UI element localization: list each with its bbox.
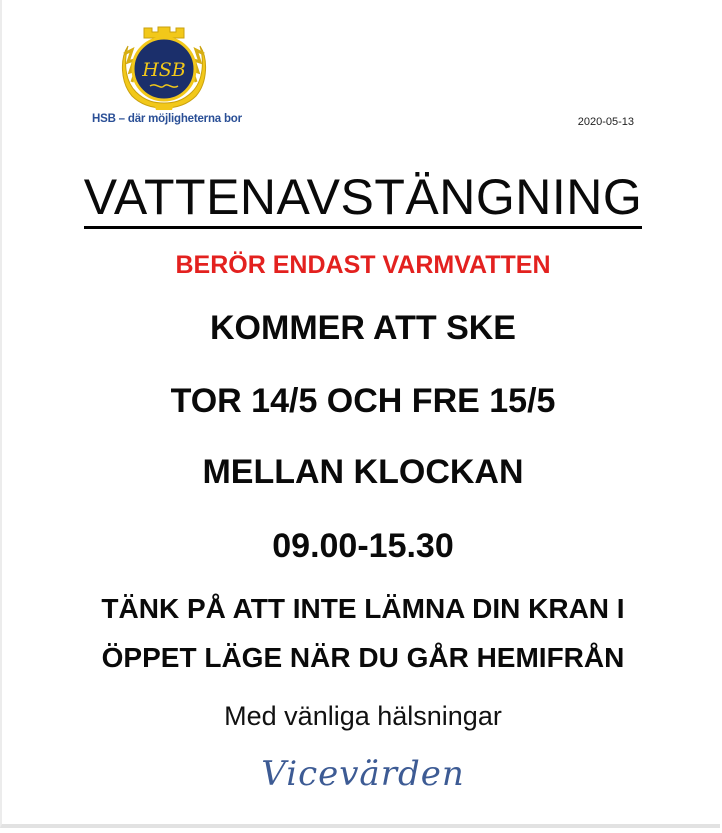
hsb-tagline: HSB – där möjligheterna bor (92, 113, 242, 125)
schedule-time: 09.00-15.30 (272, 527, 454, 565)
schedule-line: MELLAN KLOCKAN (202, 453, 524, 491)
svg-text:HSB: HSB (142, 59, 186, 81)
notice-date: 2020-05-13 (577, 116, 634, 128)
signature: Vicevärden (261, 754, 465, 794)
schedule-dates: TOR 14/5 OCH FRE 15/5 (170, 382, 556, 420)
reminder-line: TÄNK PÅ ATT INTE LÄMNA DIN KRAN I (101, 593, 625, 624)
reminder-line: ÖPPET LÄGE NÄR DU GÅR HEMIFRÅN (101, 642, 625, 673)
notice-title-text: VATTENAVSTÄNGNING (84, 168, 643, 229)
greeting: Med vänliga hälsningar (224, 701, 502, 731)
notice-title (2, 168, 722, 229)
hsb-crest-logo-icon (118, 24, 210, 112)
notice-subtitle: BERÖR ENDAST VARMVATTEN (175, 251, 551, 279)
schedule-line: KOMMER ATT SKE (210, 309, 516, 347)
